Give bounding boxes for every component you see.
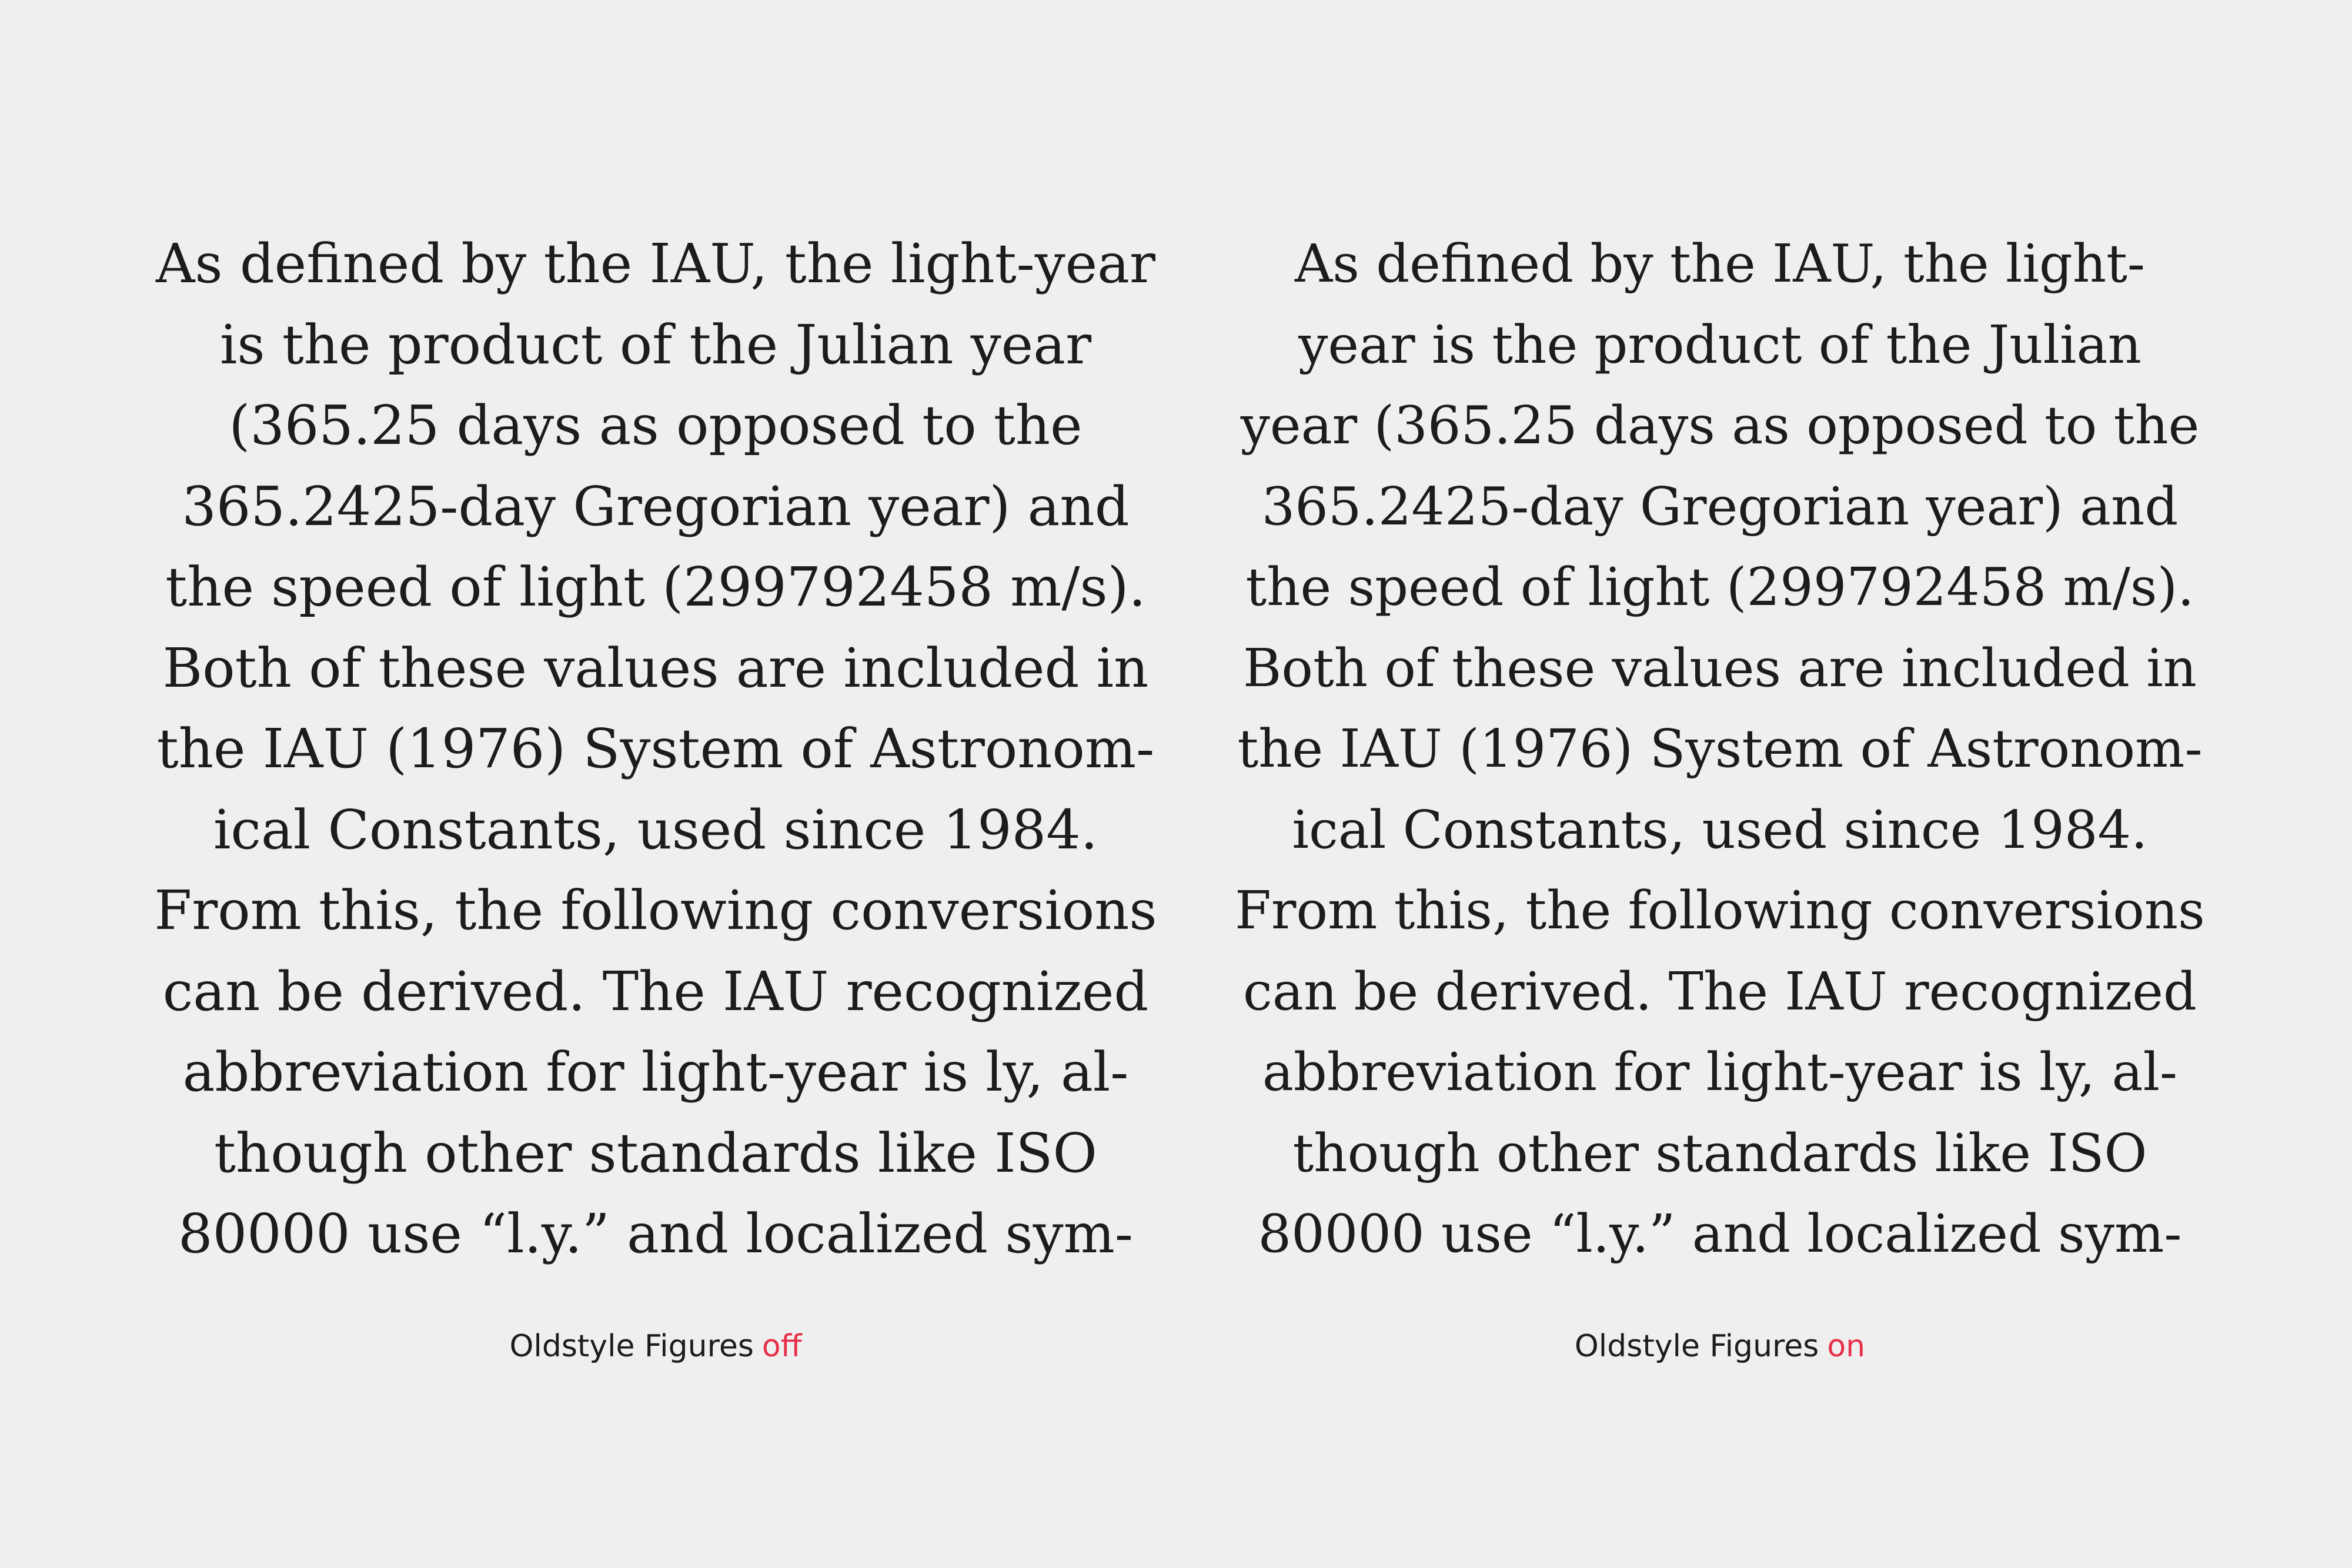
text-line: 365.2425-day Gregorian year) and [182,474,1130,538]
text-line: As defined by the IAU, the light- [1294,233,2146,294]
caption-state: off [761,1329,802,1364]
text-line: the speed of light (299792458 m/s). [1245,556,2194,617]
text-line: can be derived. The IAU recognized [162,959,1149,1023]
caption-label: Oldstyle Figures [509,1329,754,1364]
text-line: year (365.25 days as opposed to the [1240,394,2200,456]
text-line: Both of these values are included in [162,636,1149,700]
caption-oldstyle-off [509,1329,801,1364]
text-line: Both of these values are included in [1243,637,2197,698]
text-line: From this, the following conversions [154,879,1157,942]
text-line: 365.2425-day Gregorian year) and [1261,475,2179,537]
text-line: is the product of the Julian year [219,313,1092,376]
text-column-oldstyle-off [150,223,1161,1275]
text-line: (365.25 days as opposed to the [229,394,1083,457]
text-line: though other standards like ISO [214,1121,1097,1185]
text-line: From this, the following conversions [1235,880,2205,941]
text-line: As defined by the IAU, the light-year [155,232,1156,295]
text-column-oldstyle-on [1214,223,2226,1275]
text-line: ical Constants, used since 1984. [1292,798,2148,860]
caption-label: Oldstyle Figures [1574,1329,1819,1364]
text-line: year is the product of the Julian [1298,313,2141,375]
sample-paragraph [1214,223,2226,1275]
text-line: can be derived. The IAU recognized [1243,960,2197,1022]
text-line: the speed of light (299792458 m/s). [165,556,1146,618]
text-line: 80000 use “l.y.” and localized sym- [178,1202,1133,1265]
text-line: abbreviation for light-year is ly, al- [182,1041,1129,1104]
text-line: though other standards like ISO [1292,1122,2147,1183]
text-line: the IAU (1976) System of Astronom- [1237,718,2203,779]
caption-oldstyle-on [1575,1329,1865,1364]
text-line: 80000 use “l.y.” and localized sym- [1258,1203,2182,1264]
text-line: abbreviation for light-year is ly, al- [1262,1041,2178,1102]
text-line: ical Constants, used since 1984. [213,798,1098,861]
text-line: the IAU (1976) System of Astronom- [156,717,1155,780]
sample-paragraph [150,223,1161,1275]
caption-state: on [1827,1329,1866,1364]
